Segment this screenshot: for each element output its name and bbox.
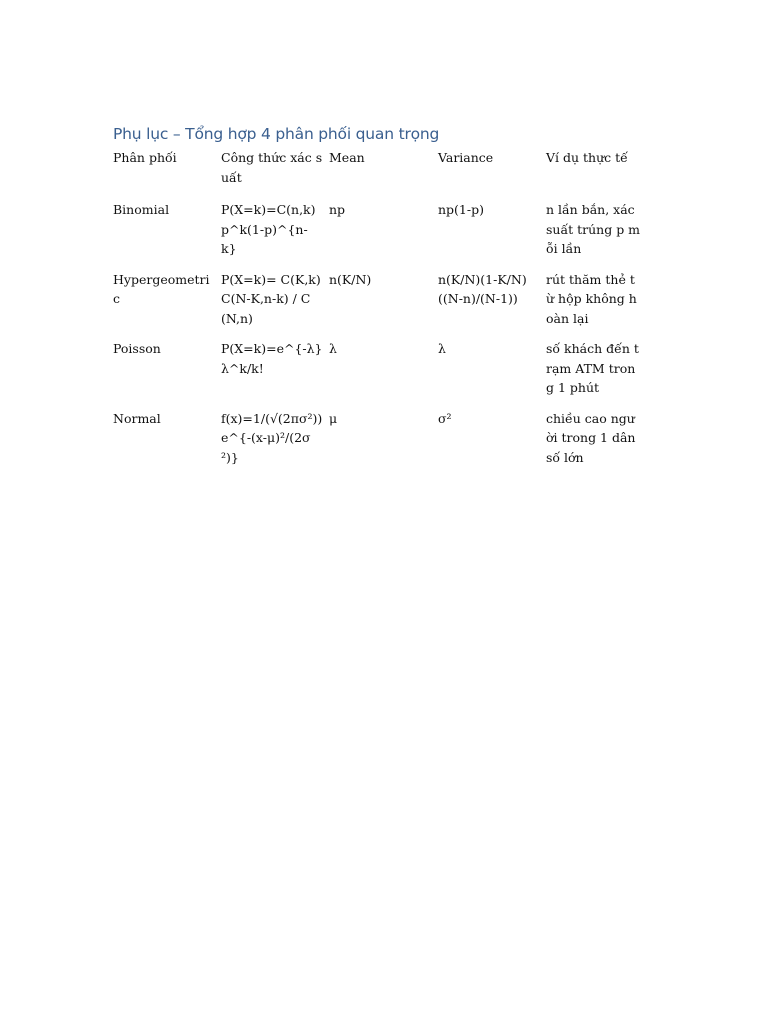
table-cell: [438, 409, 546, 479]
example-text: rút thăm thẻ từ hộp không hoàn lại: [546, 271, 637, 326]
distribution-table: [113, 148, 648, 478]
header-label: Phân phối: [113, 150, 177, 165]
table-cell: [329, 200, 438, 270]
example-text: n lần bắn, xác suất trúng p mỗi lần: [546, 202, 641, 256]
table-row: [113, 200, 648, 270]
document-heading: Phụ lục – Tổng hợp 4 phân phối quan trọng: [113, 125, 440, 143]
table-header-row: [113, 148, 648, 200]
table-cell: [546, 200, 648, 270]
table-row: [113, 339, 648, 409]
distribution-name: Poisson: [113, 341, 161, 356]
header-cell-example: [546, 148, 648, 200]
table-cell: [329, 270, 438, 340]
table-cell: [546, 339, 648, 409]
table-cell: [329, 339, 438, 409]
table-cell: [221, 409, 329, 479]
table-cell: [113, 409, 221, 479]
table-row: [113, 409, 648, 479]
formula-text: f(x)=1/(√(2πσ²)) e^{-(x-μ)²/(2σ²)}: [221, 410, 323, 465]
variance-text: λ: [438, 341, 446, 356]
table-cell: [438, 339, 546, 409]
header-label: Công thức xác suất: [221, 150, 323, 185]
table-cell: [438, 200, 546, 270]
distribution-name: Binomial: [113, 202, 170, 217]
mean-text: np: [329, 202, 346, 217]
header-cell-distribution: [113, 148, 221, 200]
table-cell: [221, 270, 329, 340]
mean-text: λ: [329, 341, 337, 356]
formula-text: P(X=k)=e^{-λ} λ^k/k!: [221, 341, 323, 376]
table-cell: [221, 200, 329, 270]
example-text: chiều cao người trong 1 dân số lớn: [546, 410, 636, 465]
header-label: Ví dụ thực tế: [546, 150, 628, 165]
variance-text: σ²: [438, 410, 452, 426]
table-cell: [546, 270, 648, 340]
formula-text: P(X=k)=C(n,k)p^k(1-p)^{n-k}: [221, 202, 316, 256]
variance-text: n(K/N)(1-K/N)((N-n)/(N-1)): [438, 271, 527, 306]
header-cell-variance: [438, 148, 546, 200]
table-cell: [329, 409, 438, 479]
header-label: Variance: [438, 150, 494, 165]
mean-text: n(K/N): [329, 271, 372, 287]
example-text: số khách đến trạm ATM trong 1 phút: [546, 341, 639, 395]
table-cell: [221, 339, 329, 409]
variance-text: np(1-p): [438, 202, 484, 217]
table-cell: [113, 200, 221, 270]
table-cell: [546, 409, 648, 479]
header-cell-formula: [221, 148, 329, 200]
table-cell: [438, 270, 546, 340]
header-cell-mean: [329, 148, 438, 200]
table-cell: [113, 270, 221, 340]
table-row: [113, 270, 648, 340]
formula-text: P(X=k)= C(K,k)C(N-K,n-k) / C(N,n): [221, 271, 321, 326]
header-label: Mean: [329, 150, 365, 165]
distribution-name: Hypergeometric: [113, 271, 210, 306]
mean-text: μ: [329, 410, 338, 426]
table-cell: [113, 339, 221, 409]
distribution-name: Normal: [113, 410, 161, 426]
